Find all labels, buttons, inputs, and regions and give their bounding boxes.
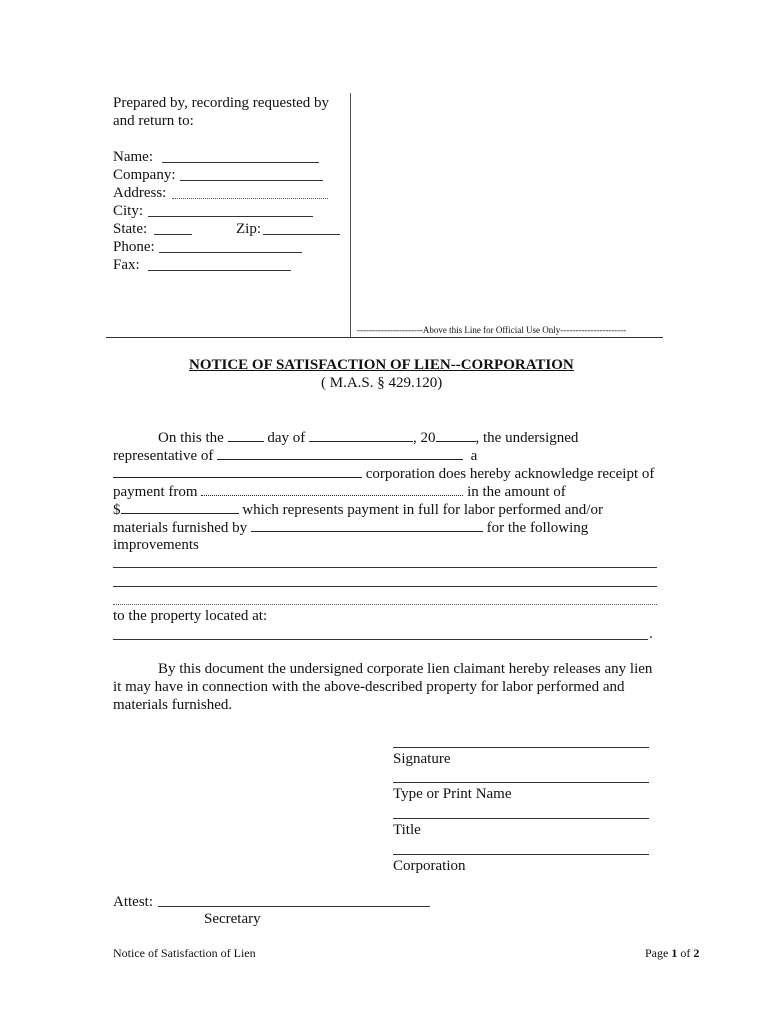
dollar-sign: $ [113,502,121,518]
year-blank[interactable] [436,428,476,442]
property-address-line[interactable] [113,639,648,640]
title-label: Title [393,822,421,838]
fax-label: Fax: [113,257,140,273]
print-name-line[interactable] [393,782,649,783]
improvements-line-2[interactable] [113,586,657,587]
zip-label: Zip: [236,221,261,237]
improvements-line-3[interactable] [113,604,657,605]
title-line[interactable] [393,818,649,819]
prepared-by-line1: Prepared by, recording requested by [113,95,330,111]
official-use-label: ----------------------Above this Line for Official Use Only---------------------- [357,325,627,335]
secretary-label: Secretary [204,911,261,927]
p1-line3 [113,464,654,483]
materials-by-text: materials furnished by [113,520,248,536]
name-label: Name: [113,149,153,165]
representative-blank[interactable] [217,446,463,460]
corporation-name-blank[interactable] [113,464,362,478]
address-field-line[interactable] [172,198,328,199]
address-label: Address: [113,185,167,201]
day-of-text: day of [267,430,306,446]
undersigned-text: , the undersigned [475,430,579,446]
zip-field-line[interactable] [263,234,340,235]
print-name-label: Type or Print Name [393,786,512,802]
fax-field-line[interactable] [148,270,291,271]
attest-label: Attest: [113,894,153,910]
signature-label: Signature [393,751,451,767]
state-field-line[interactable] [154,234,192,235]
statute-reference: ( M.A.S. § 429.120) [321,375,443,391]
improvements-label: improvements [113,537,199,553]
attest-line[interactable] [158,906,430,907]
city-field-line[interactable] [148,216,313,217]
p1-line6 [113,518,588,537]
day-blank[interactable] [228,428,264,442]
page-current: 1 [671,946,678,960]
signature-line[interactable] [393,747,649,748]
p2-line3: materials furnished. [113,697,233,713]
p1-line1 [158,428,578,447]
company-field-line[interactable] [180,180,323,181]
header-divider-vertical [350,93,351,337]
prepared-by-line2: and return to: [113,113,194,129]
company-label: Company: [113,167,176,183]
page-total: 2 [693,946,700,960]
materials-by-blank[interactable] [251,518,483,532]
page-prefix: Page [645,946,672,960]
month-blank[interactable] [309,428,413,442]
phone-label: Phone: [113,239,155,255]
phone-field-line[interactable] [159,252,302,253]
which-represents-text: which represents payment in full for labor performed and/or [242,502,603,518]
p1-line4 [113,482,566,501]
property-period: . [649,626,653,642]
representative-of-text: representative of [113,448,214,464]
on-this-the-text: On this the [158,430,224,446]
page-of: of [677,946,694,960]
p1-line2 [113,446,477,465]
for-following-text: for the following [486,520,589,536]
corporation-ack-text: corporation does hereby acknowledge receipt of [365,466,655,482]
corporation-line[interactable] [393,854,649,855]
p1-line5 [113,500,603,519]
improvements-line-1[interactable] [113,567,657,568]
city-label: City: [113,203,144,219]
state-label: State: [113,221,148,237]
p2-line2: it may have in connection with the above-described property for labor performed and [113,679,625,695]
corporation-label: Corporation [393,858,466,874]
footer-doc-title: Notice of Satisfaction of Lien [113,946,256,960]
document-title: NOTICE OF SATISFACTION OF LIEN--CORPORATION [189,357,574,373]
page-indicator [645,946,699,961]
in-amount-of-text: in the amount of [467,484,566,500]
payment-from-text: payment from [113,484,198,500]
amount-blank[interactable] [121,500,239,514]
p2-line1: By this document the undersigned corporate lien claimant hereby releases any lien [158,661,653,677]
a-text: a [470,448,478,464]
year-prefix-text: , 20 [413,430,436,446]
property-located-label: to the property located at: [113,608,268,624]
official-use-rule [106,337,663,338]
payment-from-blank[interactable] [201,482,463,496]
name-field-line[interactable] [162,162,319,163]
